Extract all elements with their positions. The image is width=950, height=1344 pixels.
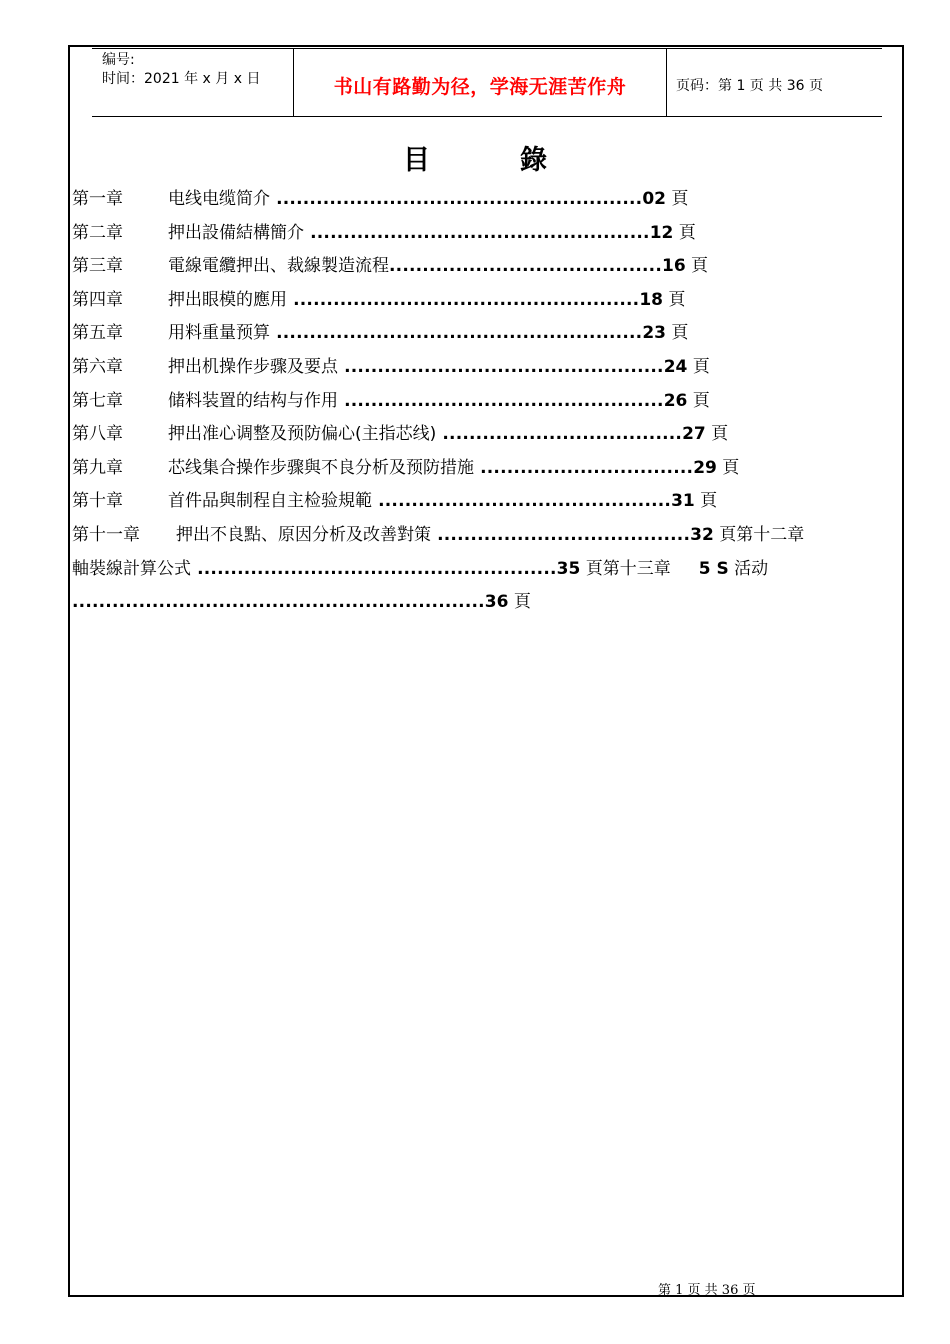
toc-entry: 第十章 首件品與制程自主检验規範 ............................................31 頁 [72, 491, 718, 512]
toc-entry: 第一章 电线电缆简介 .......................................................02 頁 [72, 189, 689, 209]
toc-entry: 第八章 押出准心调整及预防偏心(主指芯线) ....................................27 頁 [72, 424, 729, 445]
header-top-rule [92, 48, 882, 49]
title-char: 錄 [520, 145, 547, 176]
time-label: 时间：2021 年 x 月 x 日 [102, 71, 261, 87]
toc-entry: 第三章 電線電纜押出、裁線製造流程.........................................16 頁 [72, 256, 709, 277]
page-footer: 第 1 页 共 36 页 [658, 1283, 756, 1298]
toc-entry-wrapped: ..............................................................36 頁 [72, 592, 531, 613]
code-label: 编号: [102, 52, 135, 68]
toc-entry: 第七章 储料装置的结构与作用 ................................................26 頁 [72, 390, 710, 411]
toc-entry: 第二章 押出設備結構簡介 ...................................................12 頁 [72, 222, 696, 243]
toc-entry-wrapped: 第十一章 押出不良點、原因分析及改善對策 ......................................32 頁第十二章 [72, 524, 805, 545]
motto: 书山有路勤为径，学海无涯苦作舟 [333, 76, 627, 98]
header-divider [666, 48, 667, 116]
table-of-contents [72, 186, 892, 623]
title-char: 目 [403, 145, 430, 176]
toc-entry: 第四章 押出眼模的應用 ....................................................18 頁 [72, 289, 686, 310]
toc-entry: 第九章 芯线集合操作步骤與不良分析及预防措施 ................................29 頁 [72, 457, 740, 478]
toc-entry: 第六章 押出机操作步骤及要点 ................................................24 頁 [72, 356, 710, 377]
header-bottom-rule [92, 116, 882, 117]
page-title [0, 138, 950, 177]
toc-entry-wrapped: 軸裝線計算公式 ......................................................35 頁第十三章 5 S 活动 [72, 558, 769, 579]
header-meta [102, 51, 260, 89]
toc-entry: 第五章 用料重量预算 .......................................................23 頁 [72, 323, 689, 344]
page-info: 页码：第 1 页 共 36 页 [676, 78, 823, 94]
